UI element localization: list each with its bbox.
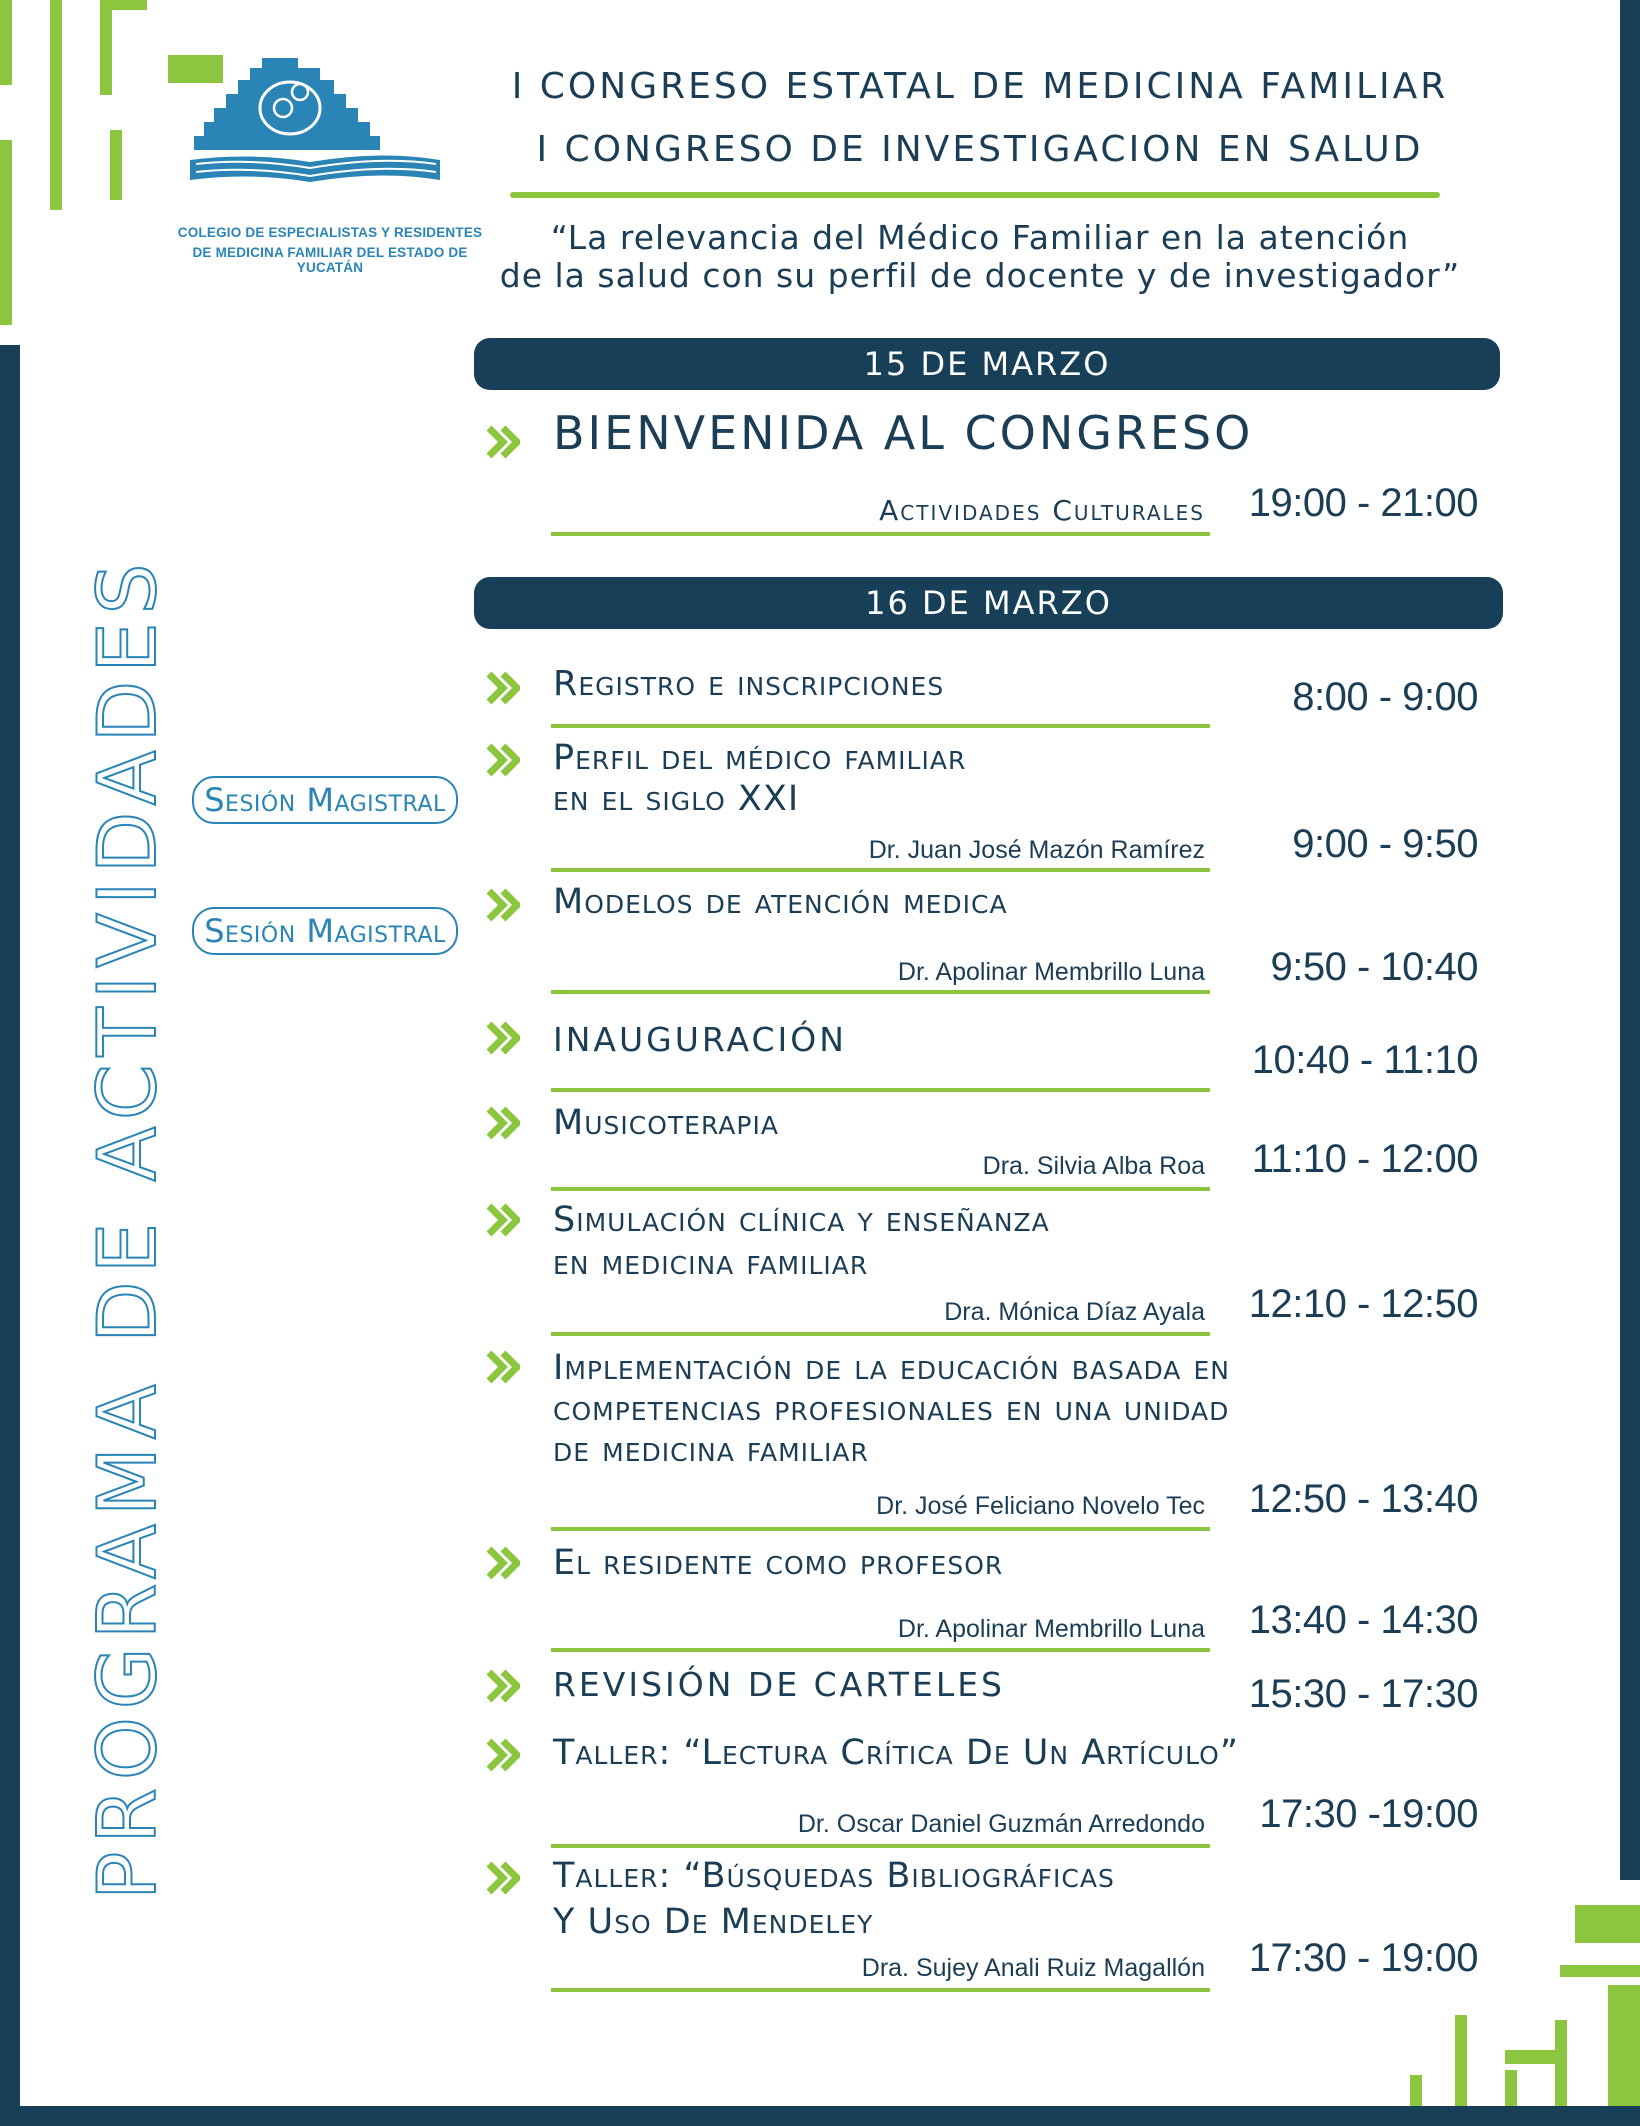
left-frame-bar [0,345,20,2126]
activity-title-line2: en medicina familiar [553,1243,869,1283]
chevron-right-icon [486,1668,520,1704]
activity-title: Taller: “Lectura Crítica De Un Artículo” [553,1733,1239,1773]
activity-title-line2: competencias profesionales en una unidad [553,1389,1230,1429]
activity-speaker: Dr. José Feliciano Novelo Tec [876,1492,1205,1520]
activity-title-line3: de medicina familiar [553,1430,869,1470]
bottom-frame-bar [0,2106,1640,2126]
activity-time: 13:40 - 14:30 [1248,1598,1478,1642]
activity-divider [551,1088,1210,1092]
day-header: 15 DE MARZO [474,338,1500,390]
chevron-right-icon [486,887,520,923]
congress-title-line1: I CONGRESO ESTATAL DE MEDICINA FAMILIAR [511,66,1449,107]
activity-divider [551,1187,1210,1191]
chevron-right-icon [486,1020,520,1056]
activity-divider [551,990,1210,994]
activity-time: 9:50 - 10:40 [1270,945,1478,989]
motto-line2: de la salud con su perfil de docente y de investigador” [499,256,1461,295]
chevron-right-icon [486,1105,520,1141]
day-header: 16 DE MARZO [474,577,1503,629]
chevron-right-icon [486,670,520,706]
chevron-right-icon [486,424,520,460]
activity-divider [551,1844,1210,1848]
activity-title: Modelos de atención medica [553,882,1008,922]
activity-title: Implementación de la educación basada en [553,1348,1231,1388]
session-tag-magistral: Sesión Magistral [192,776,458,824]
activity-title: Perfil del médico familiar [553,738,967,778]
activity-title: REVISIÓN DE CARTELES [553,1665,1006,1704]
chevron-right-icon [486,1202,520,1238]
activity-time: 17:30 - 19:00 [1248,1936,1478,1980]
activity-speaker: Dra. Mónica Díaz Ayala [944,1298,1205,1326]
pyramid-book-logo [190,50,450,220]
activity-time: 10:40 - 11:10 [1251,1038,1478,1082]
org-name-line1: COLEGIO DE ESPECIALISTAS Y RESIDENTES [177,225,483,240]
activity-title-line2: en el siglo XXI [553,779,800,819]
activity-title: Simulación clínica y enseñanza [553,1200,1050,1240]
activity-time: 12:10 - 12:50 [1248,1282,1478,1326]
session-tag-magistral: Sesión Magistral [192,907,458,955]
activity-time: 19:00 - 21:00 [1248,481,1478,525]
activity-divider [551,868,1210,872]
activity-title: BIENVENIDA AL CONGRESO [553,406,1254,460]
activity-time: 15:30 - 17:30 [1248,1672,1478,1716]
program-side-title: PROGRAMA DE ACTIVIDADES [81,555,174,1900]
chevron-right-icon [486,742,520,778]
activity-time: 8:00 - 9:00 [1292,675,1478,719]
activity-speaker: Actividades Culturales [879,494,1205,527]
activity-divider [551,1988,1210,1992]
activity-divider [551,1648,1210,1652]
activity-speaker: Dr. Juan José Mazón Ramírez [868,836,1205,864]
activity-title-line2: Y Uso De Mendeley [553,1902,874,1942]
activity-title: Musicoterapia [553,1103,779,1143]
chevron-right-icon [486,1860,520,1896]
activity-speaker: Dr. Oscar Daniel Guzmán Arredondo [797,1810,1205,1838]
activity-speaker: Dra. Sujey Anali Ruiz Magallón [861,1954,1205,1982]
chevron-right-icon [486,1737,520,1773]
chevron-right-icon [486,1545,520,1581]
activity-divider [551,724,1210,728]
activity-title: INAUGURACIÓN [553,1020,847,1059]
header-divider [510,192,1440,198]
activity-time: 12:50 - 13:40 [1248,1477,1478,1521]
activity-title: El residente como profesor [553,1543,1004,1583]
activity-title: Taller: “Búsquedas Bibliográficas [553,1856,1115,1896]
activity-speaker: Dra. Silvia Alba Roa [982,1152,1205,1180]
activity-title: Registro e inscripciones [553,664,945,704]
activity-speaker: Dr. Apolinar Membrillo Luna [897,958,1205,986]
congress-title-line2: I CONGRESO DE INVESTIGACION EN SALUD [536,129,1424,170]
activity-time: 9:00 - 9:50 [1292,822,1478,866]
activity-divider [551,1332,1210,1336]
motto-line1: “La relevancia del Médico Familiar en la atención [550,218,1410,257]
activity-time: 11:10 - 12:00 [1251,1137,1478,1181]
right-frame-bar [1620,0,1640,1880]
activity-speaker: Dr. Apolinar Membrillo Luna [897,1615,1205,1643]
chevron-right-icon [486,1349,520,1385]
activity-time: 17:30 -19:00 [1259,1792,1478,1836]
activity-divider [551,532,1210,536]
activity-divider [551,1527,1210,1531]
org-name-line2: DE MEDICINA FAMILIAR DEL ESTADO DE YUCATÁN [192,245,468,275]
